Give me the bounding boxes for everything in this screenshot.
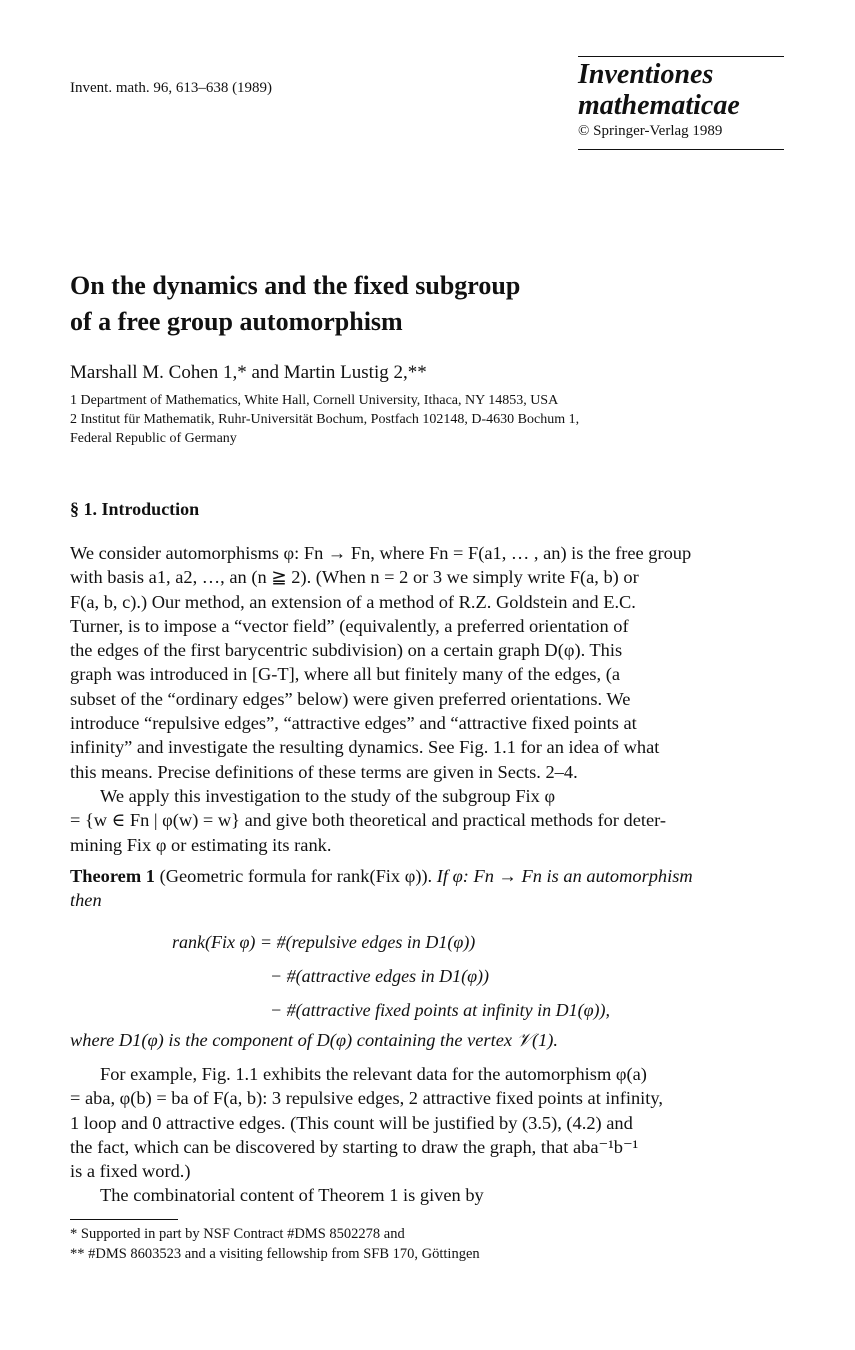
formula-line-2: − #(attractive edges in D1(φ)): [270, 966, 490, 986]
text-line: graph was introduced in [G-T], where all but finitely many of the edges, (a: [70, 664, 621, 685]
footnotes: [70, 1224, 480, 1264]
text-line: We apply this investigation to the study of the subgroup Fix φ: [100, 785, 556, 806]
paper-title: [70, 268, 520, 340]
theorem-label: Theorem 1: [70, 866, 155, 886]
affiliations: [70, 391, 579, 448]
journal-masthead: [578, 56, 784, 150]
footnote-rule: [70, 1219, 178, 1220]
text-line: = aba, φ(b) = ba of F(a, b): 3 repulsive edges, 2 attractive fixed points at infinity,: [70, 1088, 663, 1109]
example-paragraph: [70, 1062, 786, 1208]
formula-line-3: − #(attractive fixed points at infinity in D1(φ)),: [270, 1000, 611, 1020]
title-line-1: On the dynamics and the fixed subgroup: [70, 271, 521, 300]
text-line: subset of the “ordinary edges” below) were given preferred orientations. We: [70, 688, 631, 709]
theorem-title: (Geometric formula for rank(Fix φ)).: [159, 866, 433, 886]
text-line: F(a, b, c).) Our method, an extension of a method of R.Z. Goldstein and E.C.: [70, 591, 636, 612]
text-line: this means. Precise definitions of these terms are given in Sects. 2–4.: [70, 761, 578, 782]
rank-formula: [172, 925, 610, 1027]
text-line: For example, Fig. 1.1 exhibits the relevant data for the automorphism φ(a): [100, 1064, 647, 1084]
copyright-notice: © Springer-Verlag 1989: [578, 123, 723, 139]
text-line: the fact, which can be discovered by starting to draw the graph, that aba⁻¹b⁻¹: [70, 1136, 639, 1157]
journal-citation: Invent. math. 96, 613–638 (1989): [70, 80, 273, 96]
theorem-1: [70, 864, 786, 913]
text-line: with basis a1, a2, …, an (n ≧ 2). (When n = 2 or 3 we simply write F(a, b) or: [70, 567, 639, 588]
footnote-1: * Supported in part by NSF Contract #DMS 8502278 and: [70, 1226, 405, 1242]
intro-paragraph: [70, 541, 786, 857]
text-line: 1 loop and 0 attractive edges. (This count will be justified by (3.5), (4.2) and: [70, 1112, 633, 1133]
theorem-where-clause: where D1(φ) is the component of D(φ) containing the vertex 𝒱(1).: [70, 1030, 558, 1050]
text-line: introduce “repulsive edges”, “attractive edges” and “attractive fixed points at: [70, 713, 637, 734]
section-heading: § 1. Introduction: [70, 499, 200, 519]
text-line: The combinatorial content of Theorem 1 is given by: [100, 1185, 484, 1206]
theorem-text-cont: then: [70, 890, 102, 911]
text-line: Turner, is to impose a “vector field” (equivalently, a preferred orientation of: [70, 615, 629, 636]
masthead-top-rule: [578, 56, 784, 57]
text-line: infinity” and investigate the resulting dynamics. See Fig. 1.1 for an idea of what: [70, 737, 660, 758]
author-list: Marshall M. Cohen 1,* and Martin Lustig 2,**: [70, 362, 427, 383]
text-line: is a fixed word.): [70, 1161, 191, 1182]
title-line-2: of a free group automorphism: [70, 307, 403, 336]
masthead-bottom-rule: [578, 149, 784, 150]
theorem-text: If φ: Fn → Fn is an automorphism: [436, 866, 693, 886]
footnote-2: ** #DMS 8603523 and a visiting fellowship from SFB 170, Göttingen: [70, 1246, 480, 1262]
formula-line-1: rank(Fix φ) = #(repulsive edges in D1(φ)): [172, 932, 476, 952]
text-line: = {w ∈ Fn | φ(w) = w} and give both theoretical and practical methods for deter-: [70, 810, 667, 831]
theorem-statement-line: [70, 864, 786, 888]
text-line: mining Fix φ or estimating its rank.: [70, 834, 332, 855]
affiliation-2: 2 Institut für Mathematik, Ruhr-Universität Bochum, Postfach 102148, D-4630 Bochum 1,: [70, 412, 580, 427]
affiliation-1: 1 Department of Mathematics, White Hall, Cornell University, Ithaca, NY 14853, USA: [70, 393, 559, 408]
text-line: the edges of the first barycentric subdivision) on a certain graph D(φ). This: [70, 640, 623, 661]
affiliation-2-cont: Federal Republic of Germany: [70, 431, 237, 446]
journal-name-line2: mathematicae: [578, 90, 740, 121]
text-line: We consider automorphisms φ: Fn → Fn, where Fn = F(a1, … , an) is the free group: [70, 543, 692, 563]
journal-name-line1: Inventiones: [578, 59, 714, 90]
